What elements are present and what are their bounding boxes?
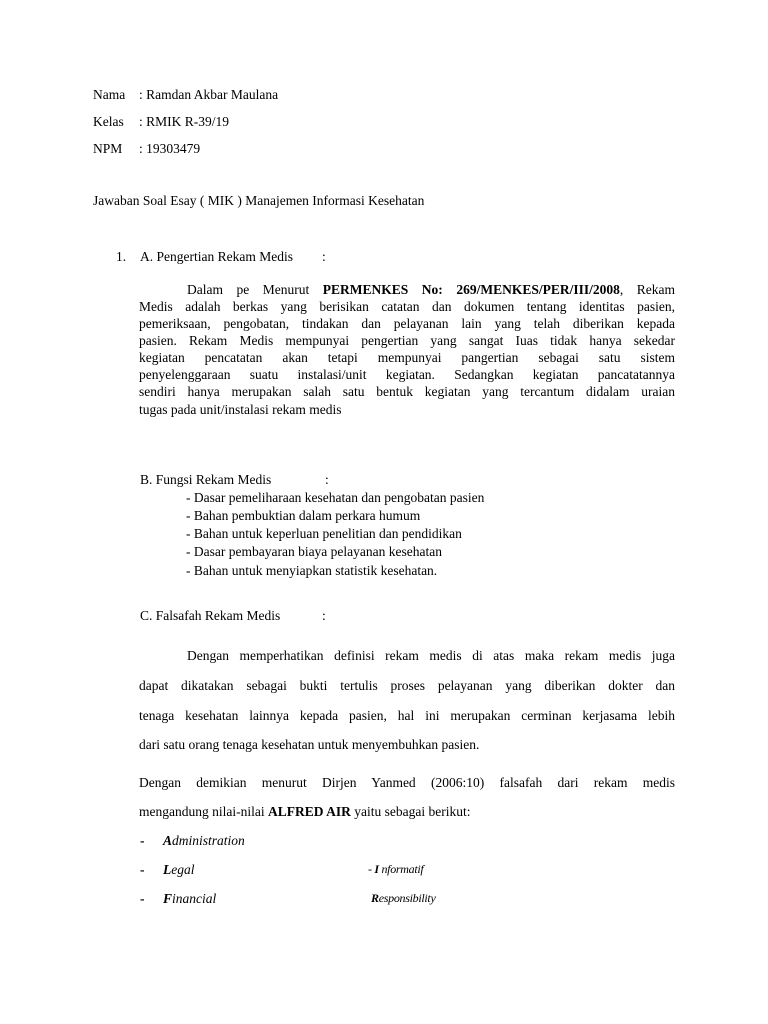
class-row <box>93 114 229 130</box>
alfred-rest: inancial <box>172 891 217 906</box>
alfred-air-term: ALFRED AIR <box>267 804 351 819</box>
section-a-line: penyelenggaraan suatu instalasi/unit kegiatan. Sedangkan kegiatan pancatatannya <box>139 367 675 382</box>
name-value: : Ramdan Akbar Maulana <box>139 87 279 102</box>
npm-label: NPM <box>93 141 123 156</box>
section-a-line: pasien. Rekam Medis mempunyai pengertian yang sangat Iuas tidak hanya sekedar <box>139 333 675 348</box>
section-a-line: Medis adalah berkas yang berisikan catatan dan dokumen tentang identitas pasien, <box>139 299 675 314</box>
function-list-item: - Bahan pembuktian dalam perkara humum <box>186 508 421 523</box>
alfred-rest: nformatif <box>378 862 424 876</box>
alfred-initial: I <box>374 862 379 876</box>
function-list-item: - Bahan untuk keperluan penelitian dan pendidikan <box>186 526 462 541</box>
section-b-heading: B. Fungsi Rekam Medis <box>140 472 272 487</box>
alfred-initial: R <box>371 891 379 905</box>
alfred-item-informatif <box>368 862 423 877</box>
alfred-item-responsibility <box>371 891 435 906</box>
name-row <box>93 87 278 103</box>
alfred-item-legal <box>163 862 195 878</box>
alfred-bullet: - <box>140 862 145 877</box>
class-label: Kelas <box>93 114 124 129</box>
alfred-item-financial <box>163 891 216 907</box>
function-list-item: - Dasar pembayaran biaya pelayanan kesehatan <box>186 544 442 559</box>
permenkes-reference: PERMENKES No: 269/MENKES/PER/III/2008 <box>322 282 620 297</box>
section-c-para1-line: Dengan memperhatikan definisi rekam medis di atas maka rekam medis juga <box>187 648 675 663</box>
class-value: : RMIK R-39/19 <box>139 114 230 129</box>
section-c-para2-line <box>139 804 675 820</box>
section-c-para2-line: Dengan demikian menurut Dirjen Yanmed (2006:10) falsafah dari rekam medis <box>139 775 675 790</box>
section-a-line: kegiatan pencatatan akan tetapi mempunyai pangertian sebagai satu sistem <box>139 350 675 365</box>
alfred-bullet: - <box>140 891 145 906</box>
section-a-first-line <box>187 282 675 298</box>
section-a-line: pemeriksaan, pengobatan, tindakan dan pelayanan lain yang telah diberikan kepada <box>139 316 675 331</box>
npm-value: : 19303479 <box>139 141 201 156</box>
alfred-rest: esponsibility <box>378 891 436 905</box>
section-c-para2-post: yaitu sebagai berikut: <box>350 804 471 819</box>
section-a-first-line-post: , Rekam <box>619 282 675 297</box>
alfred-prefix: - <box>368 862 375 876</box>
alfred-item-administration <box>163 833 245 849</box>
section-a-heading: A. Pengertian Rekam Medis <box>140 249 293 264</box>
function-list-item: - Dasar pemeliharaan kesehatan dan pengobatan pasien <box>186 490 485 505</box>
section-a-last-line: tugas pada unit/instalasi rekam medis <box>139 402 342 417</box>
function-list-item: - Bahan untuk menyiapkan statistik kesehatan. <box>186 563 438 578</box>
name-label: Nama <box>93 87 126 102</box>
alfred-initial: F <box>163 891 173 906</box>
section-c-heading: C. Falsafah Rekam Medis <box>140 608 281 623</box>
section-c-para1-last-line: dari satu orang tenaga kesehatan untuk menyembuhkan pasien. <box>139 737 480 752</box>
section-a-first-line-pre: Dalam pe Menurut <box>187 282 323 297</box>
alfred-rest: dministration <box>172 833 245 848</box>
alfred-initial: A <box>163 833 173 848</box>
section-a-number: 1. <box>116 249 127 264</box>
section-c-para2-pre: mengandung nilai-nilai <box>139 804 268 819</box>
alfred-initial: L <box>163 862 172 877</box>
document-title: Jawaban Soal Esay ( MIK ) Manajemen Informasi Kesehatan <box>93 193 425 208</box>
alfred-rest: egal <box>171 862 195 877</box>
section-c-para1-line: tenaga kesehatan lainnya kepada pasien, hal ini merupakan cerminan kerjasama lebih <box>139 708 675 723</box>
section-a-colon: : <box>322 249 326 264</box>
section-b-colon: : <box>325 472 329 487</box>
alfred-bullet: - <box>140 833 145 848</box>
npm-row <box>93 141 200 157</box>
section-a-line: sendiri hanya merupakan salah satu bentuk kegiatan yang tercantum didalam uraian <box>139 384 675 399</box>
section-c-colon: : <box>322 608 326 623</box>
section-c-para1-line: dapat dikatakan sebagai bukti tertulis proses pelayanan yang diberikan dokter dan <box>139 678 675 693</box>
